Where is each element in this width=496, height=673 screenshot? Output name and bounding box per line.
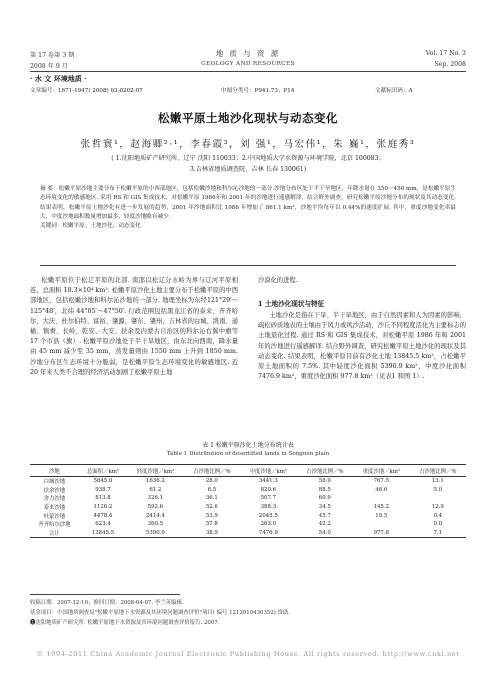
table-cell: 1636.2 [145,478,165,485]
table-cell: 3441.3 [258,478,278,485]
table-cell: 58.9 [318,478,331,485]
table-cell: 813.8 [95,495,111,502]
intro-continuation: 沙漠化的进程. [258,277,298,284]
table-cell: 88.5 [318,486,331,493]
table-cell: 820.6 [260,486,277,493]
table-cell: 合计 [30,529,79,538]
table-cell: 623.4 [95,521,111,528]
section-1-text: 土地沙化是指在干旱、半干旱地区，由于自然因素和人为因素的影响，疏松砂质地表的土壤由于风力或风沙活动，沙丘不同程度活化为主要标志的土地退化过程. 通过 RS 和 GIS 集成技术，对松嫩平原 1986 年和 2001 年的沙地进行遥感解译. 结合野外调查，研究松嫩平原土地沙化的现状及其动态变化. 结果表明，松嫩平原目前有沙化土地 13845.5 km²，占松嫩平原土地面积的 7.5%. 其中轻度沙化面积 5390.9 km²，中度沙化面积 7476.9 km²，重度沙化面积 977.8 km²（见表1 和图 1）. [258,312,466,381]
affiliation-line-1: ( 1.沈阳地质矿产研究所，辽宁 沈阳 110033；2.中国地质大学水资源与环境学院，北京 100083； [111,155,385,162]
document-code: 文献标识码：A [375,88,413,94]
footnote-funding: 基金项目：中国地质调查局"松嫩平原地下水资源及其环境问题调查评价"项目( 编号 1212010430352) 资助. [30,610,291,616]
col-header: 沙地 [30,465,79,477]
col-header: 中度沙地／km² [240,465,297,477]
table-cell: 767.5 [373,478,389,485]
table-cell: 5.0 [433,486,443,493]
table-header-row [30,465,466,477]
intro-paragraph: 松嫩平原位于松辽平原的北部. 南部以松辽分水岭为界与辽河平原相连，总面积 18.3×10⁴ km². 松嫩平原沙化土地主要分布于松嫩平原的中西部地区，包括松嫩沙地和科尔沁沙地的一部分. 地理坐标为东经121°29′～125°48′，北纬 44°05′～47°50′. 行政范围包括黑龙江省的泰来、齐齐哈尔、大庆、杜尔伯特、富裕、肇源、肇东、肇州，吉林省的白城、洮南、通榆、镇赉、长岭、乾安、大安、扶余及内蒙古自治区的科尔沁右翼中旗等 17 个市县（旗）. 松嫩平原沙地处于半干旱地区，由东北向西南，降水量由 45 mm 减少至 35 mm，蒸发量则由 1550 mm 上升到 1850 mm. 沙地分布区生态环境十分脆弱，是松嫩平原生态环境变化的敏感地区. 近 20 年来人类不合理的经济活动加剧了松嫩平原土地 [30,277,238,376]
table-cell [410,494,466,503]
table-cell: 2045.5 [258,512,278,519]
table-cell: 2414.4 [145,512,165,519]
table-title-cn: 表 1 松嫩平原沙化土地分布统计表 [202,442,294,449]
col-header: 重度沙地／km² [353,465,410,477]
footnote-report: ❶沈阳地质矿产研究所. 松嫩平原地下水资源及其环境问题调查评价报告. 2007. [30,620,220,626]
table-cell: 592.6 [147,504,164,511]
table-cell: 45.7 [318,512,331,519]
table-cell: 263.0 [260,521,277,528]
table-row [30,494,466,503]
header-rule [30,71,466,72]
table-row [30,503,466,512]
keywords: 关键词：松嫩平原；土地沙化；动态变化 [40,223,141,230]
table-row [30,477,466,486]
table-row [30,520,466,529]
header-volume-cn: 第 17 卷第 3 期 [30,52,75,59]
table-cell: 977.8 [353,529,410,538]
table-cell: 舍力沙地 [43,496,66,503]
table-cell: 0.0 [433,521,443,528]
table-cell: 0.4 [433,512,443,519]
table-cell: 白城沙地 [43,479,66,486]
table-title-en: Table 1 Distribution of desertified lands in Songnen plain [166,451,330,457]
col-header: 占沙地比例／% [410,465,466,477]
table-cell: 28.0 [205,478,218,485]
paper-title: 松嫩平原土地沙化现状与动态变化 [158,111,338,125]
table-cell: 60.9 [318,495,331,502]
table-cell: 507.7 [260,495,277,502]
table-cell: 61.2 [149,486,162,493]
table-cell: 7476.9 [240,529,297,538]
table-cell: 52.6 [205,504,218,511]
table-cell: 360.5 [147,521,164,528]
table-cell: 54.0 [297,529,353,538]
table-cell: 57.8 [205,521,218,528]
table-cell: 38.9 [184,529,240,538]
table-cell [353,520,410,529]
footnote-rule [30,594,180,595]
col-header: 轻度沙地／km² [127,465,184,477]
desertification-table [30,464,466,538]
table-cell: 13.1 [431,478,444,485]
table-cell: 36.1 [205,495,218,502]
table-cell: 938.7 [95,486,111,493]
table-cell: 42.2 [318,521,331,528]
table-cell: 扶余沙地 [43,487,66,494]
table-cell: 12.9 [431,504,444,511]
section-1-heading: 1 土地沙化现状与特征 [258,300,325,308]
table-row [30,486,466,495]
col-header: 占沙地比例／% [297,465,353,477]
header-date-cn: 2008 年 9 月 [30,63,68,70]
header-date-en: Sep. 2008 [434,61,466,68]
table-cell: 13845.5 [79,529,127,538]
article-number: 文章编号：1671-1947( 2008) 03-0202-07 [30,88,143,94]
table-cell: 5845.0 [93,478,113,485]
footnote-received: 收稿日期：2007-12-10；修回日期：2008-04-07. 李兰英编辑. [30,600,184,606]
table-row-total [30,529,466,538]
table-row [30,511,466,520]
table-cell: 7.1 [410,529,466,538]
abstract-text: 摘 要：松嫩平原沙地主要分布于松嫩平原的中西部地区，包括松嫩沙地和科尔沁沙地的一部分.沙地分布区处于半干旱地区，年降水量在 350～450 mm，是松嫩平原生态环境变化的敏感地区. 采用 RS 和 GIS 集成技术，对松嫩平原 1986年和 2001 年的沙地进行遥感解译，结合野外调查，研究松嫩平原沙地分布的现状及其动态变化. 结果表明，松嫩平原土地沙化有进一步发展的趋势，2001 年沙地面积比 1986 年增加了 861.1 km²，沙地平均每年以 0.44%的速度扩展. 其中，重度沙地变化率最大，中度沙地面积数量增加最多，轻度沙地略有减少. [40,186,456,220]
table-cell: 388.3 [260,504,277,511]
table-cell: 4478.4 [93,512,113,519]
table-cell: 326.1 [147,495,164,502]
table-cell: 34.5 [318,504,331,511]
table-cell: 5390.9 [127,529,184,538]
table-cell: 145.2 [373,504,389,511]
column-tag: · 水 文 环境地质 · [30,74,87,83]
header-journal-en: GEOLOGY AND RESOURCES [201,61,295,67]
table-cell [353,494,410,503]
table-cell: 杜蒙沙地 [43,513,66,520]
table-cell: 18.5 [375,512,388,519]
table-cell: 1126.2 [93,504,113,511]
table-cell: 齐齐哈尔沙地 [38,522,71,529]
table-cell: 6.5 [207,486,217,493]
table-cell: 46.6 [375,486,388,493]
abstract-rule [40,265,456,266]
header-journal-cn: 地 质 与 资 源 [215,49,281,58]
col-header: 总面积／km² [79,465,127,477]
header-volume-en: Vol. 17 No. 3 [425,50,466,57]
copyright-line: © 1994-2011 China Academic Journal Electronic Publishing House. All rights reserved. http://www.cnki.net [36,650,460,658]
abstract [40,185,456,231]
table-cell: 53.9 [205,512,218,519]
clc-number: 中图分类号：P941.73；P14 [221,88,295,94]
author-list: 张哲寰¹，赵海卿²·¹，李春霞³，刘 强¹，马宏伟¹，朱 巍¹，张庭秀³ [80,139,416,150]
affiliation-line-2: 3.吉林省地质调查院，吉林 长春 130061) [189,166,307,173]
col-header: 占沙地比例／% [184,465,240,477]
table-cell: 泰来沙地 [43,505,66,512]
